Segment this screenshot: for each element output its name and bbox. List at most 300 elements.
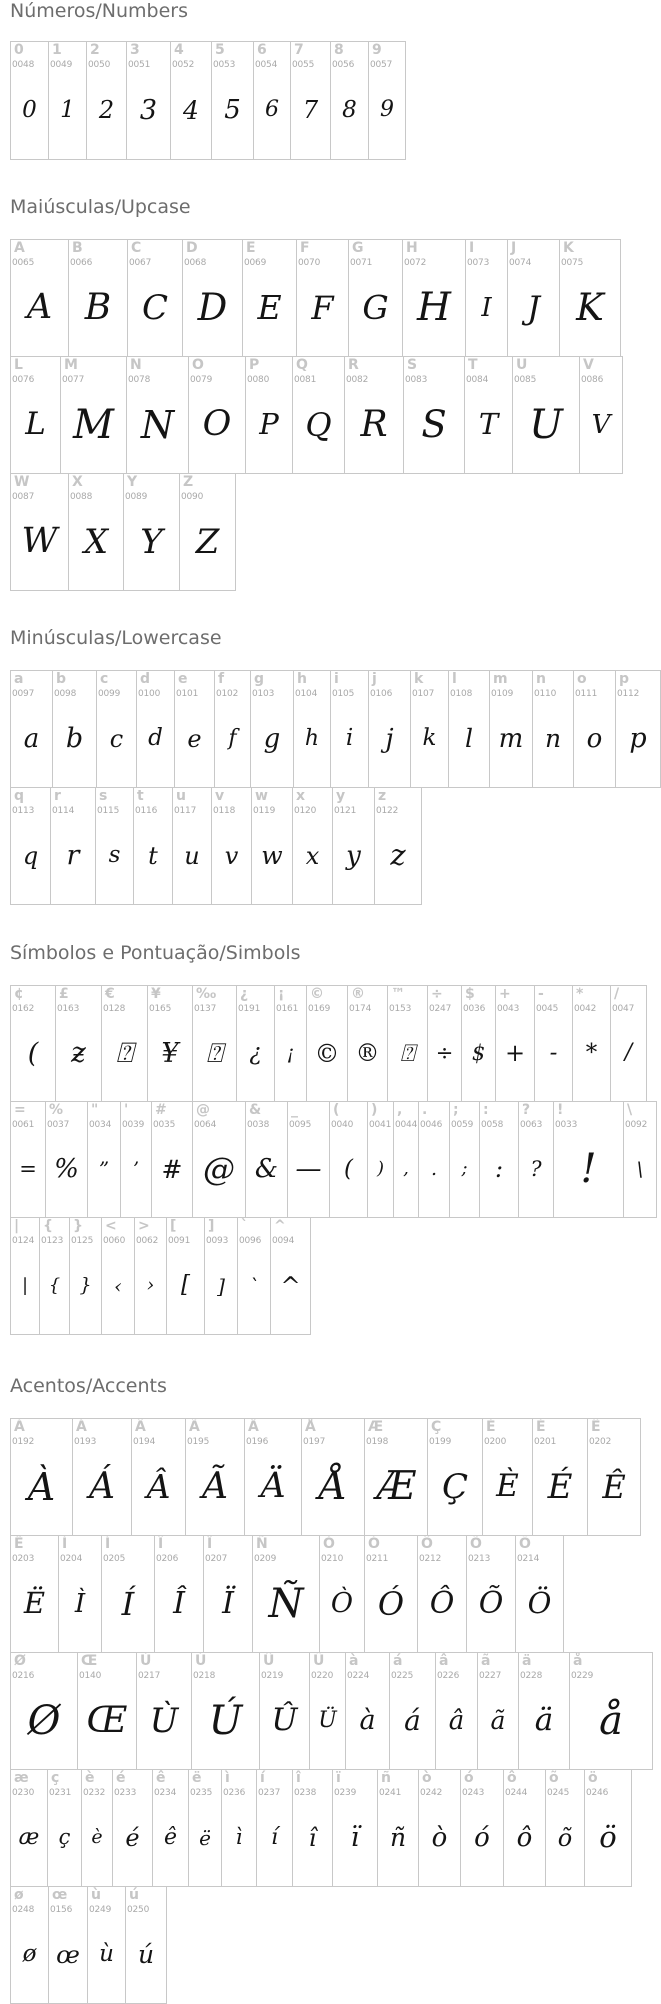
- glyph-code-label: 0073: [467, 258, 490, 268]
- glyph-character-label: ¡: [278, 986, 285, 1002]
- section-title: Acentos/Accents: [10, 1375, 167, 1397]
- glyph-code-label: 0137: [194, 1004, 217, 1014]
- glyph-character-label: y: [336, 788, 346, 804]
- glyph-character-label: Â: [135, 1419, 146, 1435]
- glyph-cell: [482, 1418, 533, 1536]
- glyph-character-label: À: [14, 1419, 25, 1435]
- glyph-cell: [10, 1418, 73, 1536]
- glyph-cell: [332, 1769, 378, 1887]
- glyph-character-label: *: [576, 986, 584, 1002]
- glyph-preview: Ì: [74, 1589, 86, 1619]
- glyph-cell: [126, 356, 189, 474]
- glyph-code-label: 0104: [295, 689, 318, 699]
- glyph-cell: [495, 985, 535, 1102]
- glyph-preview: {: [48, 1275, 61, 1296]
- glyph-character-label: 8: [334, 42, 344, 58]
- glyph-character-label: Å: [305, 1419, 316, 1435]
- glyph-cell: [572, 985, 611, 1102]
- glyph-character-label: 3: [130, 42, 140, 58]
- glyph-character-label: ø: [14, 1887, 24, 1903]
- glyph-code-label: 0123: [41, 1236, 64, 1246]
- glyph-cell: [242, 239, 297, 357]
- glyph-character-label: ô: [507, 1770, 517, 1786]
- glyph-cell: [39, 1217, 70, 1335]
- glyph-cell: [179, 473, 236, 591]
- glyph-cell: [329, 1101, 368, 1218]
- glyph-character-label: 4: [174, 42, 184, 58]
- glyph-character-label: ®: [351, 986, 365, 1002]
- glyph-cell: [368, 41, 406, 160]
- glyph-preview: ù: [99, 1941, 114, 1967]
- glyph-preview: X: [83, 522, 109, 562]
- glyph-cell: [123, 473, 180, 591]
- glyph-code-label: 0038: [247, 1120, 270, 1130]
- glyph-code-label: 0232: [83, 1788, 106, 1798]
- glyph-cell: [245, 356, 293, 474]
- glyph-code-label: 0229: [571, 1671, 594, 1681]
- glyph-preview: Ê: [602, 1468, 626, 1506]
- glyph-preview: A: [26, 287, 53, 327]
- glyph-preview: U: [529, 402, 563, 448]
- glyph-code-label: 0195: [187, 1437, 210, 1447]
- glyph-character-label: ,: [397, 1102, 403, 1118]
- glyph-cell: [10, 1886, 49, 2004]
- glyph-cell: [131, 1418, 186, 1536]
- glyph-preview: f: [228, 726, 237, 751]
- glyph-preview: [: [181, 1272, 190, 1298]
- glyph-code-label: 0048: [12, 60, 35, 70]
- glyph-cell: [387, 985, 428, 1102]
- glyph-code-label: 0054: [255, 60, 278, 70]
- glyph-character-label: ñ: [381, 1770, 391, 1786]
- glyph-cell: [367, 1101, 394, 1218]
- glyph-character-label: ¿: [240, 986, 249, 1002]
- glyph-preview: $: [471, 1041, 486, 1065]
- glyph-cell: [515, 1535, 564, 1653]
- glyph-character-label: Ö: [519, 1536, 531, 1552]
- glyph-character-label: ù: [91, 1887, 101, 1903]
- glyph-cell: [319, 1535, 365, 1653]
- glyph-preview: c: [109, 725, 124, 753]
- glyph-cell: [72, 1418, 132, 1536]
- glyph-cell: [127, 239, 183, 357]
- glyph-character-label: U: [516, 357, 528, 373]
- glyph-code-label: 0083: [405, 375, 428, 385]
- glyph-preview: S: [421, 403, 447, 446]
- glyph-preview: 0: [22, 97, 37, 123]
- glyph-character-label: #: [155, 1102, 167, 1118]
- glyph-cell: [10, 239, 69, 357]
- glyph-cell: [96, 670, 137, 788]
- glyph-cell: [292, 356, 345, 474]
- glyph-cell: [403, 356, 465, 474]
- glyph-cell: [55, 985, 102, 1102]
- glyph-character-label: ‰: [196, 986, 217, 1002]
- glyph-code-label: 0162: [12, 1004, 35, 1014]
- glyph-cell: [553, 1101, 624, 1218]
- glyph-code-label: 0082: [346, 375, 369, 385]
- glyph-character-label: B: [72, 240, 83, 256]
- glyph-code-label: 0044: [395, 1120, 418, 1130]
- glyph-cell: [203, 1535, 253, 1653]
- glyph-character-label: .: [422, 1102, 428, 1118]
- glyph-code-label: 0237: [258, 1788, 281, 1798]
- glyph-code-label: 0119: [253, 806, 276, 816]
- glyph-cell: [192, 985, 237, 1102]
- glyph-cell: [204, 1217, 238, 1335]
- glyph-code-label: 0197: [303, 1437, 326, 1447]
- glyph-preview: i: [345, 725, 354, 751]
- glyph-cell: [120, 1101, 152, 1218]
- glyph-code-label: 0210: [321, 1554, 344, 1564]
- glyph-cell: [170, 41, 212, 160]
- glyph-character-label: ã: [481, 1653, 491, 1669]
- glyph-character-label: h: [297, 671, 307, 687]
- glyph-code-label: 0058: [481, 1120, 504, 1130]
- glyph-preview: Ù: [149, 1701, 179, 1741]
- glyph-character-label: }: [73, 1218, 83, 1234]
- glyph-code-label: 0091: [168, 1236, 191, 1246]
- glyph-character-label: Ä: [248, 1419, 259, 1435]
- glyph-character-label: 0: [14, 42, 24, 58]
- glyph-preview: ÷: [435, 1041, 454, 1065]
- glyph-preview: ?: [530, 1157, 542, 1181]
- glyph-character-label: î: [296, 1770, 301, 1786]
- glyph-preview: y: [346, 841, 361, 871]
- glyph-cell: [10, 985, 56, 1102]
- glyph-character-label: p: [619, 671, 630, 687]
- glyph-cell: [101, 1535, 155, 1653]
- glyph-code-label: 0113: [12, 806, 35, 816]
- glyph-cell: [10, 1652, 78, 1770]
- glyph-code-label: 0247: [429, 1004, 452, 1014]
- glyph-character-label: æ: [14, 1770, 29, 1786]
- glyph-cell: [368, 670, 411, 788]
- glyph-cell: [532, 1418, 588, 1536]
- glyph-code-label: 0042: [574, 1004, 597, 1014]
- glyph-cell: [623, 1101, 657, 1218]
- glyph-preview: ï: [350, 1822, 360, 1853]
- glyph-preview: R: [360, 404, 388, 445]
- glyph-cell: [69, 1217, 102, 1335]
- glyph-cell: [274, 985, 307, 1102]
- glyph-code-label: 0112: [617, 689, 640, 699]
- glyph-code-label: 0116: [135, 806, 158, 816]
- glyph-preview: H: [416, 285, 451, 330]
- glyph-character-label: ;: [453, 1102, 459, 1118]
- glyph-preview: ë: [199, 1826, 211, 1850]
- glyph-code-label: 0075: [561, 258, 584, 268]
- glyph-preview: Q: [305, 406, 332, 444]
- glyph-code-label: 0153: [389, 1004, 412, 1014]
- glyph-code-label: 0039: [122, 1120, 145, 1130]
- glyph-character-label: ?: [522, 1102, 531, 1118]
- glyph-cell: [573, 670, 616, 788]
- glyph-preview: ”: [98, 1157, 110, 1181]
- glyph-preview: ®: [355, 1039, 380, 1067]
- glyph-cell: [126, 41, 171, 160]
- glyph-cell: [344, 356, 404, 474]
- glyph-code-label: 0194: [133, 1437, 156, 1447]
- glyph-code-label: 0233: [114, 1788, 137, 1798]
- glyph-character-label: |: [14, 1218, 20, 1234]
- glyph-character-label: Ø: [14, 1653, 26, 1669]
- glyph-character-label: 2: [90, 42, 100, 58]
- glyph-cell: [584, 1769, 632, 1887]
- glyph-cell: [389, 1652, 436, 1770]
- section-title: Maiúsculas/Upcase: [10, 196, 191, 218]
- glyph-character-label: Ó: [368, 1536, 380, 1552]
- glyph-preview: D: [197, 286, 228, 329]
- glyph-cell: [136, 670, 175, 788]
- glyph-preview: ä: [534, 1702, 554, 1738]
- glyph-preview: +: [504, 1039, 526, 1067]
- glyph-cell: [10, 356, 61, 474]
- glyph-preview: G: [362, 288, 389, 327]
- glyph-character-label: ó: [464, 1770, 474, 1786]
- glyph-cell: [188, 1769, 222, 1887]
- glyph-character-label: D: [186, 240, 198, 256]
- glyph-cell: [418, 1101, 450, 1218]
- glyph-preview: Z: [195, 522, 220, 562]
- glyph-character-label: í: [260, 1770, 265, 1786]
- glyph-cell: [68, 239, 128, 357]
- glyph-character-label: %: [49, 1102, 64, 1118]
- glyph-code-label: 0093: [206, 1236, 229, 1246]
- glyph-code-label: 0200: [484, 1437, 507, 1447]
- glyph-preview: Œ: [86, 1700, 128, 1741]
- glyph-character-label: R: [348, 357, 359, 373]
- glyph-character-label: -: [538, 986, 544, 1002]
- glyph-code-label: 0078: [128, 375, 151, 385]
- glyph-code-label: 0056: [332, 60, 355, 70]
- glyph-preview: m: [498, 724, 524, 754]
- glyph-character-label: é: [116, 1770, 126, 1786]
- glyph-cell: [518, 1652, 570, 1770]
- glyph-code-label: 0040: [331, 1120, 354, 1130]
- glyph-cell: [125, 1886, 167, 2004]
- glyph-preview: a: [23, 724, 40, 754]
- glyph-character-label: œ: [52, 1887, 68, 1903]
- glyph-preview: s: [108, 842, 121, 868]
- glyph-cell: [374, 787, 422, 905]
- glyph-preview: Ò: [330, 1588, 354, 1619]
- glyph-preview: &: [254, 1154, 279, 1184]
- glyph-preview: Ï: [222, 1586, 234, 1621]
- glyph-code-label: 0161: [276, 1004, 299, 1014]
- glyph-preview: ⍰: [116, 1036, 133, 1069]
- glyph-preview: W: [21, 521, 58, 561]
- glyph-cell: [466, 1535, 516, 1653]
- glyph-code-label: 0043: [497, 1004, 520, 1014]
- glyph-preview: 2: [98, 96, 115, 124]
- glyph-character-label: @: [196, 1102, 210, 1118]
- glyph-preview: è: [91, 1826, 103, 1848]
- glyph-cell: [250, 670, 294, 788]
- glyph-preview: Ñ: [268, 1581, 304, 1627]
- glyph-character-label: S: [407, 357, 418, 373]
- glyph-preview: I: [481, 293, 492, 323]
- glyph-code-label: 0033: [555, 1120, 578, 1130]
- glyph-cell: [211, 41, 254, 160]
- glyph-character-label: Ï: [207, 1536, 213, 1552]
- glyph-cell: [587, 1418, 641, 1536]
- glyph-character-label: m: [493, 671, 508, 687]
- glyph-code-label: 0212: [419, 1554, 442, 1564]
- glyph-character-label: Ò: [323, 1536, 335, 1552]
- glyph-cell: [569, 1652, 653, 1770]
- glyph-character-label: \: [627, 1102, 633, 1118]
- glyph-code-label: 0079: [190, 375, 213, 385]
- glyph-code-label: 0198: [366, 1437, 389, 1447]
- glyph-preview: d: [148, 725, 163, 751]
- glyph-cell: [58, 1535, 102, 1653]
- glyph-character-label: !: [557, 1102, 564, 1118]
- glyph-cell: [579, 356, 623, 474]
- glyph-preview: ì: [235, 1825, 243, 1849]
- glyph-cell: [152, 1769, 189, 1887]
- glyph-cell: [214, 670, 251, 788]
- glyph-cell: [182, 239, 243, 357]
- glyph-character-label: c: [100, 671, 109, 687]
- glyph-preview: œ: [56, 1941, 80, 1969]
- glyph-character-label: q: [14, 788, 25, 804]
- glyph-code-label: 0107: [412, 689, 435, 699]
- glyph-cell: [559, 239, 621, 357]
- glyph-code-label: 0213: [468, 1554, 491, 1564]
- glyph-preview: ã: [490, 1706, 506, 1735]
- glyph-character-label: :: [483, 1102, 489, 1118]
- glyph-code-label: 0209: [254, 1554, 277, 1564]
- glyph-cell: [427, 1418, 483, 1536]
- glyph-preview: p: [629, 723, 647, 754]
- glyph-character-label: i: [334, 671, 339, 687]
- glyph-preview: g: [263, 724, 281, 754]
- glyph-preview: ¥: [161, 1038, 179, 1069]
- glyph-character-label: £: [59, 986, 69, 1002]
- glyph-code-label: 0169: [308, 1004, 331, 1014]
- glyph-cell: [465, 239, 508, 357]
- glyph-character-label: l: [452, 671, 457, 687]
- glyph-character-label: ^: [274, 1218, 286, 1234]
- glyph-cell: [101, 985, 148, 1102]
- glyph-preview: Ø: [27, 1698, 61, 1744]
- glyph-preview: ‹: [114, 1274, 122, 1298]
- glyph-cell: [377, 1769, 419, 1887]
- glyph-character-label: à: [349, 1653, 359, 1669]
- glyph-code-label: 0165: [149, 1004, 172, 1014]
- glyph-cell: [10, 1217, 40, 1335]
- glyph-cell: [545, 1769, 585, 1887]
- glyph-preview: ): [376, 1158, 385, 1179]
- glyph-cell: [460, 1769, 504, 1887]
- glyph-preview: @: [203, 1150, 235, 1188]
- glyph-cell: [518, 1101, 554, 1218]
- glyph-code-label: 0231: [49, 1788, 72, 1798]
- glyph-character-label: K: [563, 240, 574, 256]
- glyph-preview: Û: [271, 1702, 298, 1738]
- glyph-preview: V: [591, 410, 611, 440]
- glyph-code-label: 0098: [54, 689, 77, 699]
- glyph-code-label: 0225: [391, 1671, 414, 1681]
- section-title: Números/Numbers: [10, 0, 188, 22]
- glyph-cell: [364, 1418, 428, 1536]
- glyph-code-label: 0036: [463, 1004, 486, 1014]
- glyph-code-label: 0074: [509, 258, 532, 268]
- glyph-code-label: 0094: [272, 1236, 295, 1246]
- glyph-code-label: 0053: [213, 60, 236, 70]
- glyph-character-label: ò: [422, 1770, 432, 1786]
- glyph-code-label: 0204: [60, 1554, 83, 1564]
- glyph-preview: Ç: [441, 1467, 468, 1507]
- glyph-code-label: 0071: [350, 258, 373, 268]
- glyph-code-label: 0235: [190, 1788, 213, 1798]
- glyph-code-label: 0234: [154, 1788, 177, 1798]
- glyph-preview: 8: [342, 97, 357, 123]
- glyph-preview: Ó: [377, 1585, 405, 1623]
- glyph-code-label: 0095: [289, 1120, 312, 1130]
- glyph-code-label: 0244: [505, 1788, 528, 1798]
- glyph-code-label: 0076: [12, 375, 35, 385]
- glyph-preview: j: [385, 724, 394, 754]
- glyph-cell: [306, 985, 348, 1102]
- glyph-preview: â: [448, 1706, 465, 1736]
- glyph-character-label: €: [105, 986, 115, 1002]
- glyph-preview: ø: [22, 1941, 37, 1967]
- glyph-character-label: ú: [129, 1887, 139, 1903]
- glyph-code-label: 0084: [466, 375, 489, 385]
- glyph-preview: ;: [461, 1158, 468, 1179]
- glyph-character-label: È: [486, 1419, 496, 1435]
- glyph-cell: [330, 670, 369, 788]
- glyph-code-label: 0051: [128, 60, 151, 70]
- glyph-code-label: 0193: [74, 1437, 97, 1447]
- glyph-preview: È: [496, 1468, 519, 1504]
- glyph-preview: 7: [302, 96, 319, 124]
- glyph-character-label: o: [577, 671, 587, 687]
- glyph-code-label: 0124: [12, 1236, 35, 1246]
- glyph-cell: [449, 1101, 480, 1218]
- glyph-character-label: Ô: [421, 1536, 433, 1552]
- glyph-code-label: 0203: [12, 1554, 35, 1564]
- glyph-cell: [101, 1217, 135, 1335]
- glyph-code-label: 0100: [138, 689, 161, 699]
- glyph-code-label: 0034: [89, 1120, 112, 1130]
- glyph-cell: [147, 985, 193, 1102]
- glyph-cell: [290, 41, 331, 160]
- glyph-character-label: ¥: [151, 986, 161, 1002]
- glyph-code-label: 0216: [12, 1671, 35, 1681]
- glyph-cell: [60, 356, 127, 474]
- glyph-character-label: `: [241, 1218, 248, 1234]
- glyph-code-label: 0201: [534, 1437, 557, 1447]
- glyph-code-label: 0047: [612, 1004, 635, 1014]
- glyph-character-label: f: [218, 671, 225, 687]
- glyph-character-label: a: [14, 671, 24, 687]
- glyph-character-label: w: [255, 788, 268, 804]
- glyph-character-label: $: [465, 986, 475, 1002]
- glyph-preview: 6: [265, 97, 279, 122]
- glyph-code-label: 0120: [294, 806, 317, 816]
- glyph-cell: [10, 473, 69, 591]
- glyph-code-label: 0205: [103, 1554, 126, 1564]
- glyph-code-label: 0090: [181, 492, 204, 502]
- glyph-preview: /: [624, 1040, 633, 1065]
- glyph-preview: e: [187, 725, 202, 753]
- glyph-code-label: 0192: [12, 1437, 35, 1447]
- glyph-cell: [489, 670, 533, 788]
- glyph-character-label: ): [371, 1102, 378, 1118]
